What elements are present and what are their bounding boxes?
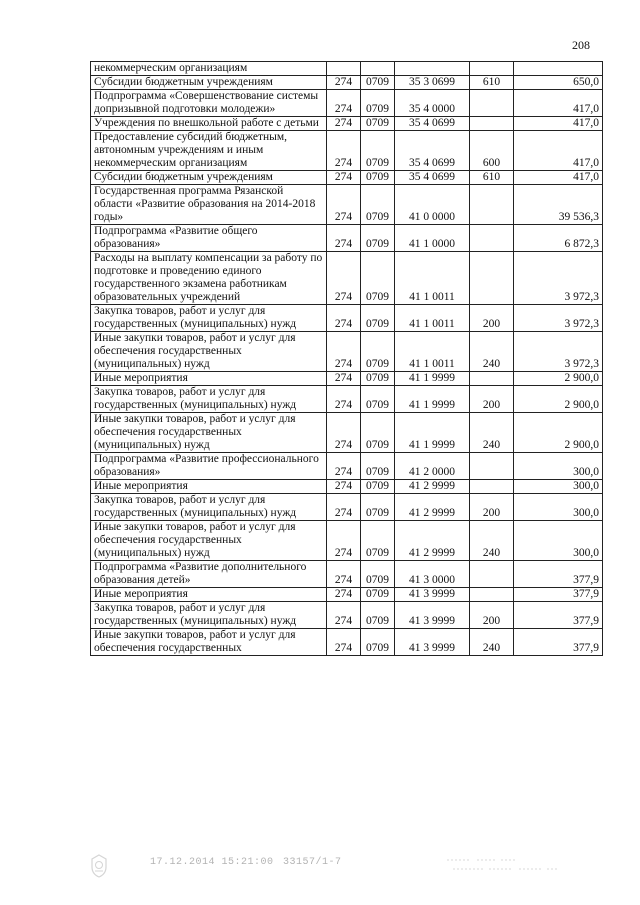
document-id: 33157/1-7 xyxy=(283,857,342,868)
table-row xyxy=(91,305,603,332)
row-amount-cell: 2 900,0 xyxy=(514,372,603,386)
row-name-cell: Государственная программа Рязанской области «Развитие образования на 2014-2018 годы» xyxy=(91,185,327,225)
row-org-code-cell: 274 xyxy=(327,332,361,372)
row-target-code-cell: 35 4 0000 xyxy=(395,90,470,117)
row-amount-cell: 6 872,3 xyxy=(514,225,603,252)
row-name-cell: Иные закупки товаров, работ и услуг для обеспечения государственных (муниципальных) нужд xyxy=(91,413,327,453)
row-amount-cell: 2 900,0 xyxy=(514,386,603,413)
row-expense-type-cell xyxy=(470,90,514,117)
row-target-code-cell: 41 3 9999 xyxy=(395,629,470,656)
row-section-cell: 0709 xyxy=(361,453,395,480)
row-amount-cell: 377,9 xyxy=(514,588,603,602)
row-name-cell: Подпрограмма «Развитие дополнительного образования детей» xyxy=(91,561,327,588)
table-row xyxy=(91,629,603,656)
row-name-cell: Расходы на выплату компенсации за работу по подготовке и проведению единого государственного экзамена работникам образовательных учреждений xyxy=(91,252,327,305)
row-section-cell: 0709 xyxy=(361,602,395,629)
row-name-cell: Предоставление субсидий бюджетным, автономным учреждениям и иным некоммерческим организациям xyxy=(91,131,327,171)
row-target-code-cell: 41 1 0000 xyxy=(395,225,470,252)
row-target-code-cell: 35 4 0699 xyxy=(395,117,470,131)
row-amount-cell: 417,0 xyxy=(514,131,603,171)
table-row xyxy=(91,62,603,76)
row-name-cell: Закупка товаров, работ и услуг для государственных (муниципальных) нужд xyxy=(91,305,327,332)
row-section-cell: 0709 xyxy=(361,90,395,117)
row-expense-type-cell xyxy=(470,62,514,76)
table-row xyxy=(91,561,603,588)
table-row xyxy=(91,90,603,117)
row-expense-type-cell xyxy=(470,225,514,252)
budget-table-body xyxy=(91,62,603,656)
table-row xyxy=(91,480,603,494)
table-row xyxy=(91,131,603,171)
table-row xyxy=(91,117,603,131)
row-expense-type-cell: 200 xyxy=(470,602,514,629)
row-org-code-cell: 274 xyxy=(327,602,361,629)
row-target-code-cell: 41 2 9999 xyxy=(395,494,470,521)
row-target-code-cell: 41 1 0011 xyxy=(395,332,470,372)
row-org-code-cell: 274 xyxy=(327,413,361,453)
row-section-cell: 0709 xyxy=(361,480,395,494)
row-section-cell: 0709 xyxy=(361,521,395,561)
row-section-cell: 0709 xyxy=(361,131,395,171)
table-row xyxy=(91,171,603,185)
row-expense-type-cell: 610 xyxy=(470,76,514,90)
row-expense-type-cell: 240 xyxy=(470,413,514,453)
row-name-cell: Подпрограмма «Развитие профессионального образования» xyxy=(91,453,327,480)
row-org-code-cell: 274 xyxy=(327,480,361,494)
row-amount-cell: 300,0 xyxy=(514,480,603,494)
row-amount-cell: 417,0 xyxy=(514,171,603,185)
table-row xyxy=(91,372,603,386)
row-section-cell: 0709 xyxy=(361,171,395,185)
row-amount-cell: 417,0 xyxy=(514,117,603,131)
row-expense-type-cell xyxy=(470,372,514,386)
row-target-code-cell: 35 3 0699 xyxy=(395,76,470,90)
row-expense-type-cell: 200 xyxy=(470,386,514,413)
row-amount-cell: 377,9 xyxy=(514,602,603,629)
row-org-code-cell: 274 xyxy=(327,252,361,305)
row-expense-type-cell xyxy=(470,453,514,480)
row-target-code-cell: 41 0 0000 xyxy=(395,185,470,225)
row-org-code-cell: 274 xyxy=(327,453,361,480)
table-row xyxy=(91,602,603,629)
emblem-icon xyxy=(88,853,110,879)
row-expense-type-cell: 240 xyxy=(470,629,514,656)
row-org-code-cell: 274 xyxy=(327,76,361,90)
row-org-code-cell: 274 xyxy=(327,171,361,185)
row-org-code-cell: 274 xyxy=(327,494,361,521)
row-section-cell xyxy=(361,62,395,76)
row-org-code-cell: 274 xyxy=(327,372,361,386)
row-name-cell: Иные закупки товаров, работ и услуг для обеспечения государственных (муниципальных) нужд xyxy=(91,521,327,561)
row-section-cell: 0709 xyxy=(361,252,395,305)
row-expense-type-cell: 200 xyxy=(470,305,514,332)
row-expense-type-cell: 600 xyxy=(470,131,514,171)
row-expense-type-cell: 240 xyxy=(470,521,514,561)
row-expense-type-cell xyxy=(470,117,514,131)
row-section-cell: 0709 xyxy=(361,561,395,588)
row-amount-cell: 3 972,3 xyxy=(514,332,603,372)
row-target-code-cell: 41 2 9999 xyxy=(395,480,470,494)
row-section-cell: 0709 xyxy=(361,494,395,521)
row-name-cell: Подпрограмма «Совершенствование системы допризывной подготовки молодежи» xyxy=(91,90,327,117)
row-org-code-cell: 274 xyxy=(327,561,361,588)
table-row xyxy=(91,453,603,480)
row-section-cell: 0709 xyxy=(361,305,395,332)
row-target-code-cell: 41 1 0011 xyxy=(395,305,470,332)
row-amount-cell: 650,0 xyxy=(514,76,603,90)
row-org-code-cell: 274 xyxy=(327,225,361,252)
row-amount-cell: 39 536,3 xyxy=(514,185,603,225)
row-amount-cell: 300,0 xyxy=(514,521,603,561)
row-org-code-cell xyxy=(327,62,361,76)
table-row xyxy=(91,521,603,561)
row-amount-cell: 300,0 xyxy=(514,494,603,521)
row-section-cell: 0709 xyxy=(361,332,395,372)
row-name-cell: Подпрограмма «Развитие общего образования» xyxy=(91,225,327,252)
row-expense-type-cell: 610 xyxy=(470,171,514,185)
row-target-code-cell: 41 1 9999 xyxy=(395,372,470,386)
row-section-cell: 0709 xyxy=(361,76,395,90)
row-amount-cell: 377,9 xyxy=(514,629,603,656)
row-section-cell: 0709 xyxy=(361,372,395,386)
print-datetime: 17.12.2014 15:21:00 xyxy=(150,857,274,868)
row-expense-type-cell: 240 xyxy=(470,332,514,372)
row-name-cell: Иные мероприятия xyxy=(91,372,327,386)
row-expense-type-cell xyxy=(470,561,514,588)
row-name-cell: некоммерческим организациям xyxy=(91,62,327,76)
row-target-code-cell: 41 1 9999 xyxy=(395,386,470,413)
row-amount-cell: 417,0 xyxy=(514,90,603,117)
row-expense-type-cell: 200 xyxy=(470,494,514,521)
row-name-cell: Иные закупки товаров, работ и услуг для обеспечения государственных xyxy=(91,629,327,656)
row-target-code-cell: 41 2 9999 xyxy=(395,521,470,561)
row-org-code-cell: 274 xyxy=(327,629,361,656)
row-name-cell: Учреждения по внешкольной работе с детьми xyxy=(91,117,327,131)
row-target-code-cell: 41 2 0000 xyxy=(395,453,470,480)
row-section-cell: 0709 xyxy=(361,629,395,656)
row-section-cell: 0709 xyxy=(361,386,395,413)
row-target-code-cell: 35 4 0699 xyxy=(395,131,470,171)
row-amount-cell: 300,0 xyxy=(514,453,603,480)
budget-table xyxy=(90,61,603,656)
table-row xyxy=(91,252,603,305)
table-row xyxy=(91,413,603,453)
row-name-cell: Иные мероприятия xyxy=(91,480,327,494)
table-row xyxy=(91,185,603,225)
row-name-cell: Закупка товаров, работ и услуг для государственных (муниципальных) нужд xyxy=(91,386,327,413)
row-name-cell: Иные закупки товаров, работ и услуг для обеспечения государственных (муниципальных) нужд xyxy=(91,332,327,372)
faint-print-icon xyxy=(443,853,563,877)
row-name-cell: Субсидии бюджетным учреждениям xyxy=(91,76,327,90)
row-org-code-cell: 274 xyxy=(327,117,361,131)
row-expense-type-cell xyxy=(470,185,514,225)
row-org-code-cell: 274 xyxy=(327,305,361,332)
row-amount-cell: 3 972,3 xyxy=(514,252,603,305)
row-target-code-cell: 41 3 9999 xyxy=(395,588,470,602)
row-name-cell: Субсидии бюджетным учреждениям xyxy=(91,171,327,185)
row-section-cell: 0709 xyxy=(361,185,395,225)
row-target-code-cell: 41 1 9999 xyxy=(395,413,470,453)
table-row xyxy=(91,332,603,372)
row-target-code-cell: 41 1 0011 xyxy=(395,252,470,305)
row-amount-cell: 3 972,3 xyxy=(514,305,603,332)
row-section-cell: 0709 xyxy=(361,225,395,252)
row-expense-type-cell xyxy=(470,480,514,494)
row-amount-cell: 377,9 xyxy=(514,561,603,588)
row-org-code-cell: 274 xyxy=(327,588,361,602)
row-target-code-cell: 41 3 0000 xyxy=(395,561,470,588)
row-target-code-cell: 35 4 0699 xyxy=(395,171,470,185)
row-amount-cell xyxy=(514,62,603,76)
page-number: 208 xyxy=(572,38,590,52)
row-org-code-cell: 274 xyxy=(327,131,361,171)
row-org-code-cell: 274 xyxy=(327,521,361,561)
row-section-cell: 0709 xyxy=(361,588,395,602)
table-row xyxy=(91,494,603,521)
table-row xyxy=(91,76,603,90)
row-target-code-cell: 41 3 9999 xyxy=(395,602,470,629)
row-amount-cell: 2 900,0 xyxy=(514,413,603,453)
row-name-cell: Закупка товаров, работ и услуг для государственных (муниципальных) нужд xyxy=(91,494,327,521)
row-org-code-cell: 274 xyxy=(327,90,361,117)
table-row xyxy=(91,588,603,602)
row-section-cell: 0709 xyxy=(361,413,395,453)
row-name-cell: Закупка товаров, работ и услуг для государственных (муниципальных) нужд xyxy=(91,602,327,629)
row-org-code-cell: 274 xyxy=(327,386,361,413)
footer xyxy=(88,853,568,883)
row-name-cell: Иные мероприятия xyxy=(91,588,327,602)
row-target-code-cell xyxy=(395,62,470,76)
row-section-cell: 0709 xyxy=(361,117,395,131)
row-expense-type-cell xyxy=(470,252,514,305)
table-row xyxy=(91,386,603,413)
table-row xyxy=(91,225,603,252)
row-org-code-cell: 274 xyxy=(327,185,361,225)
row-expense-type-cell xyxy=(470,588,514,602)
